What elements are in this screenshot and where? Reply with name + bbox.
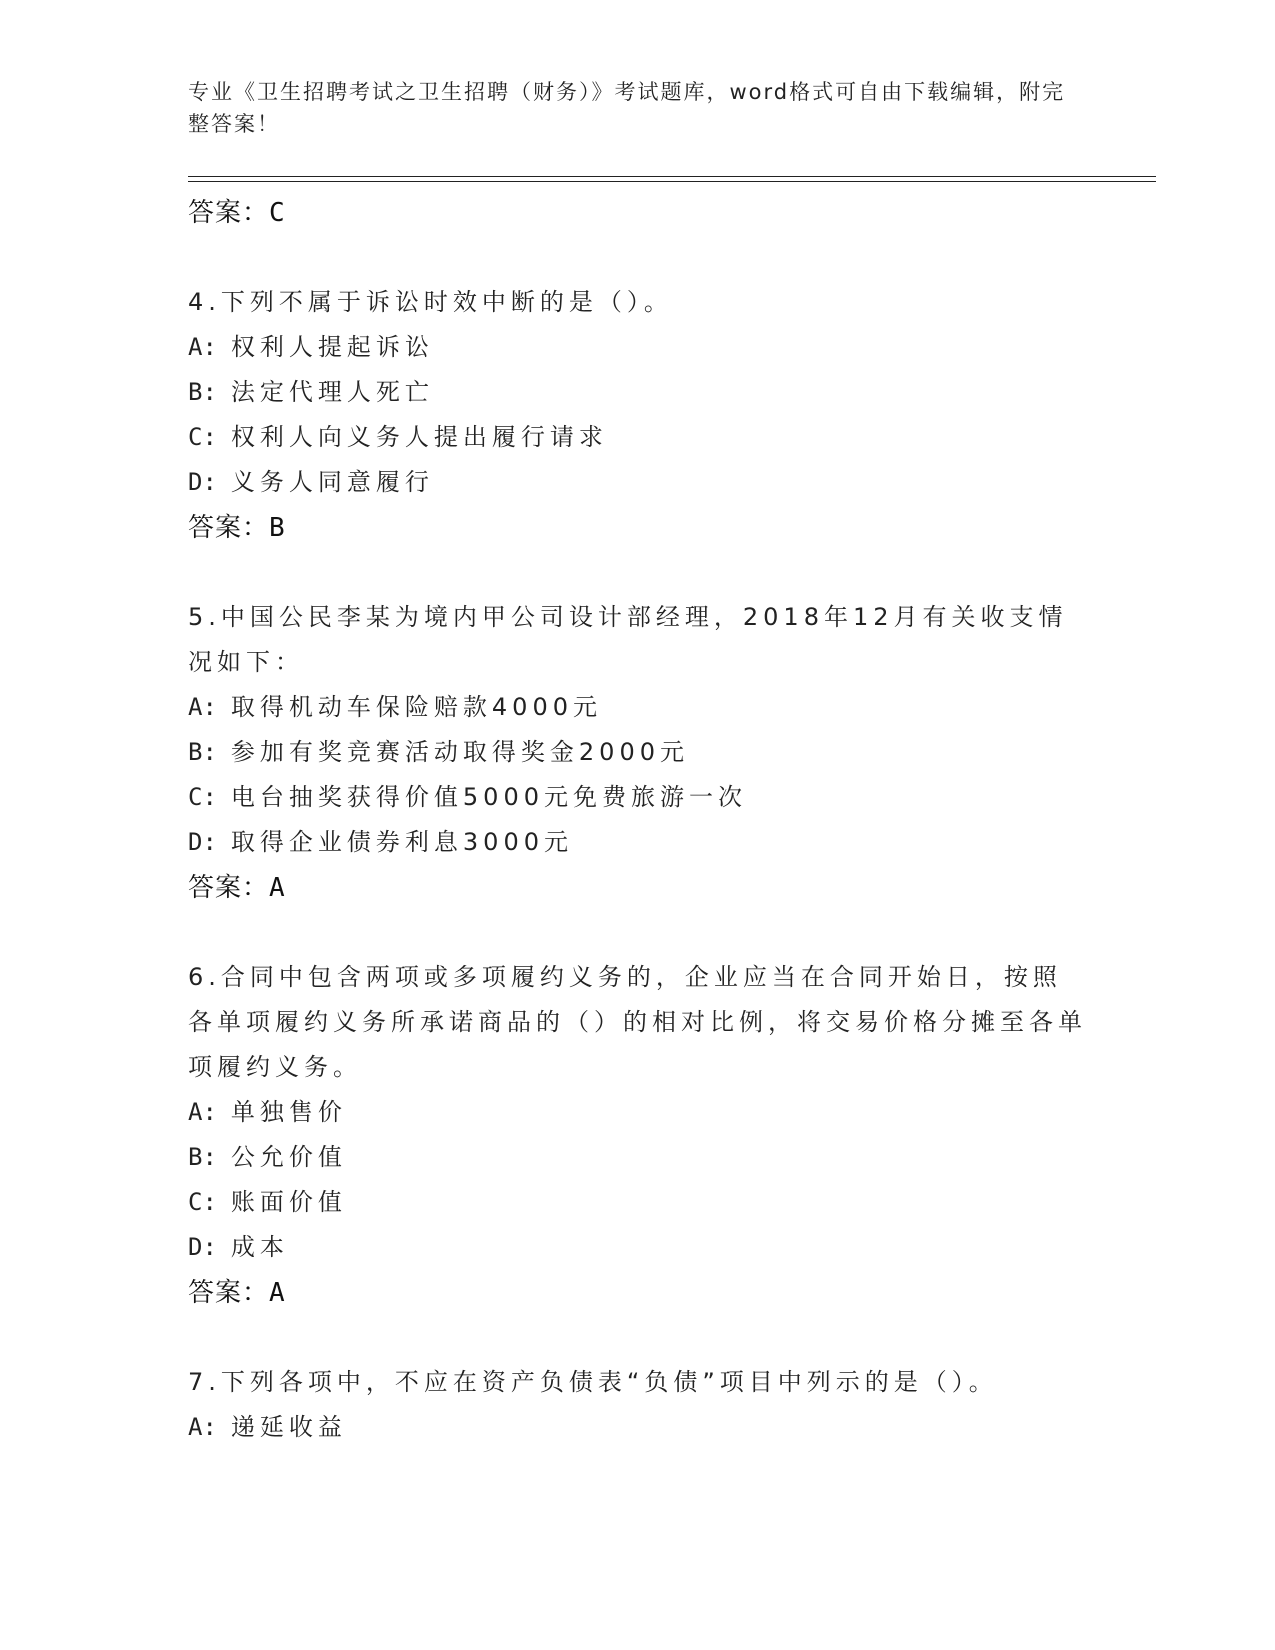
answer-value: A <box>269 1278 286 1308</box>
question-5-option-b <box>188 730 1088 775</box>
question-5-stem: 5.中国公民李某为境内甲公司设计部经理，2018年12月有关收支情况如下： <box>188 603 1068 676</box>
option-text: 电台抽奖获得价值5000元免费旅游一次 <box>230 783 747 811</box>
option-text: 权利人向义务人提出履行请求 <box>230 423 608 451</box>
option-text: 账面价值 <box>230 1188 347 1216</box>
option-text: 参加有奖竞赛活动取得奖金2000元 <box>230 738 689 766</box>
question-6-option-c <box>188 1180 1088 1225</box>
option-text: 义务人同意履行 <box>230 468 434 496</box>
answer-q3 <box>188 190 1088 236</box>
answer-q6 <box>188 1270 1088 1316</box>
option-text: 取得机动车保险赔款4000元 <box>230 693 602 721</box>
header-rule-top <box>188 176 1156 177</box>
question-list <box>188 190 1088 1450</box>
option-text: 单独售价 <box>230 1098 347 1126</box>
option-key: C: <box>188 783 217 811</box>
option-key: A: <box>188 333 217 361</box>
question-7-option-a <box>188 1405 1088 1450</box>
answer-q5 <box>188 865 1088 911</box>
option-key: B: <box>188 1143 217 1171</box>
option-text: 公允价值 <box>230 1143 347 1171</box>
option-text: 成本 <box>230 1233 289 1261</box>
option-text: 权利人提起诉讼 <box>230 333 434 361</box>
question-6-option-d <box>188 1225 1088 1270</box>
question-4-option-a <box>188 325 1088 370</box>
option-key: A: <box>188 693 217 721</box>
spacer <box>188 1316 1088 1360</box>
header-rule-bottom <box>188 181 1156 182</box>
option-key: B: <box>188 738 217 766</box>
spacer <box>188 911 1088 955</box>
answer-label: 答案： <box>188 513 270 543</box>
question-5-option-a <box>188 685 1088 730</box>
question-4-option-b <box>188 370 1088 415</box>
answer-q4 <box>188 505 1088 551</box>
question-7-stem: 7.下列各项中，不应在资产负债表“负债”项目中列示的是（）。 <box>188 1368 998 1396</box>
answer-value: B <box>269 513 286 543</box>
option-key: D: <box>188 1233 217 1261</box>
spacer <box>188 551 1088 595</box>
answer-label: 答案： <box>188 873 270 903</box>
option-key: A: <box>188 1098 217 1126</box>
question-5-option-c <box>188 775 1088 820</box>
option-key: B: <box>188 378 217 406</box>
answer-value: A <box>269 873 286 903</box>
spacer <box>188 236 1088 280</box>
answer-value: C <box>269 198 286 228</box>
question-6-stem: 6.合同中包含两项或多项履约义务的，企业应当在合同开始日，按照各单项履约义务所承诺商品的（）的相对比例，将交易价格分摊至各单项履约义务。 <box>188 963 1087 1081</box>
option-key: A: <box>188 1413 217 1441</box>
option-text: 法定代理人死亡 <box>230 378 434 406</box>
document-header: 专业《卫生招聘考试之卫生招聘（财务）》考试题库，word格式可自由下载编辑，附完整答案！ <box>188 80 1066 136</box>
question-4-option-c <box>188 415 1088 460</box>
question-5-option-d <box>188 820 1088 865</box>
option-key: C: <box>188 1188 217 1216</box>
option-text: 递延收益 <box>230 1413 347 1441</box>
answer-label: 答案： <box>188 198 270 228</box>
question-6-option-a <box>188 1090 1088 1135</box>
option-key: C: <box>188 423 217 451</box>
answer-label: 答案： <box>188 1278 270 1308</box>
question-4-stem: 4.下列不属于诉讼时效中断的是（）。 <box>188 288 673 316</box>
option-key: D: <box>188 468 217 496</box>
option-text: 取得企业债券利息3000元 <box>230 828 573 856</box>
question-6-option-b <box>188 1135 1088 1180</box>
question-4-option-d <box>188 460 1088 505</box>
option-key: D: <box>188 828 217 856</box>
